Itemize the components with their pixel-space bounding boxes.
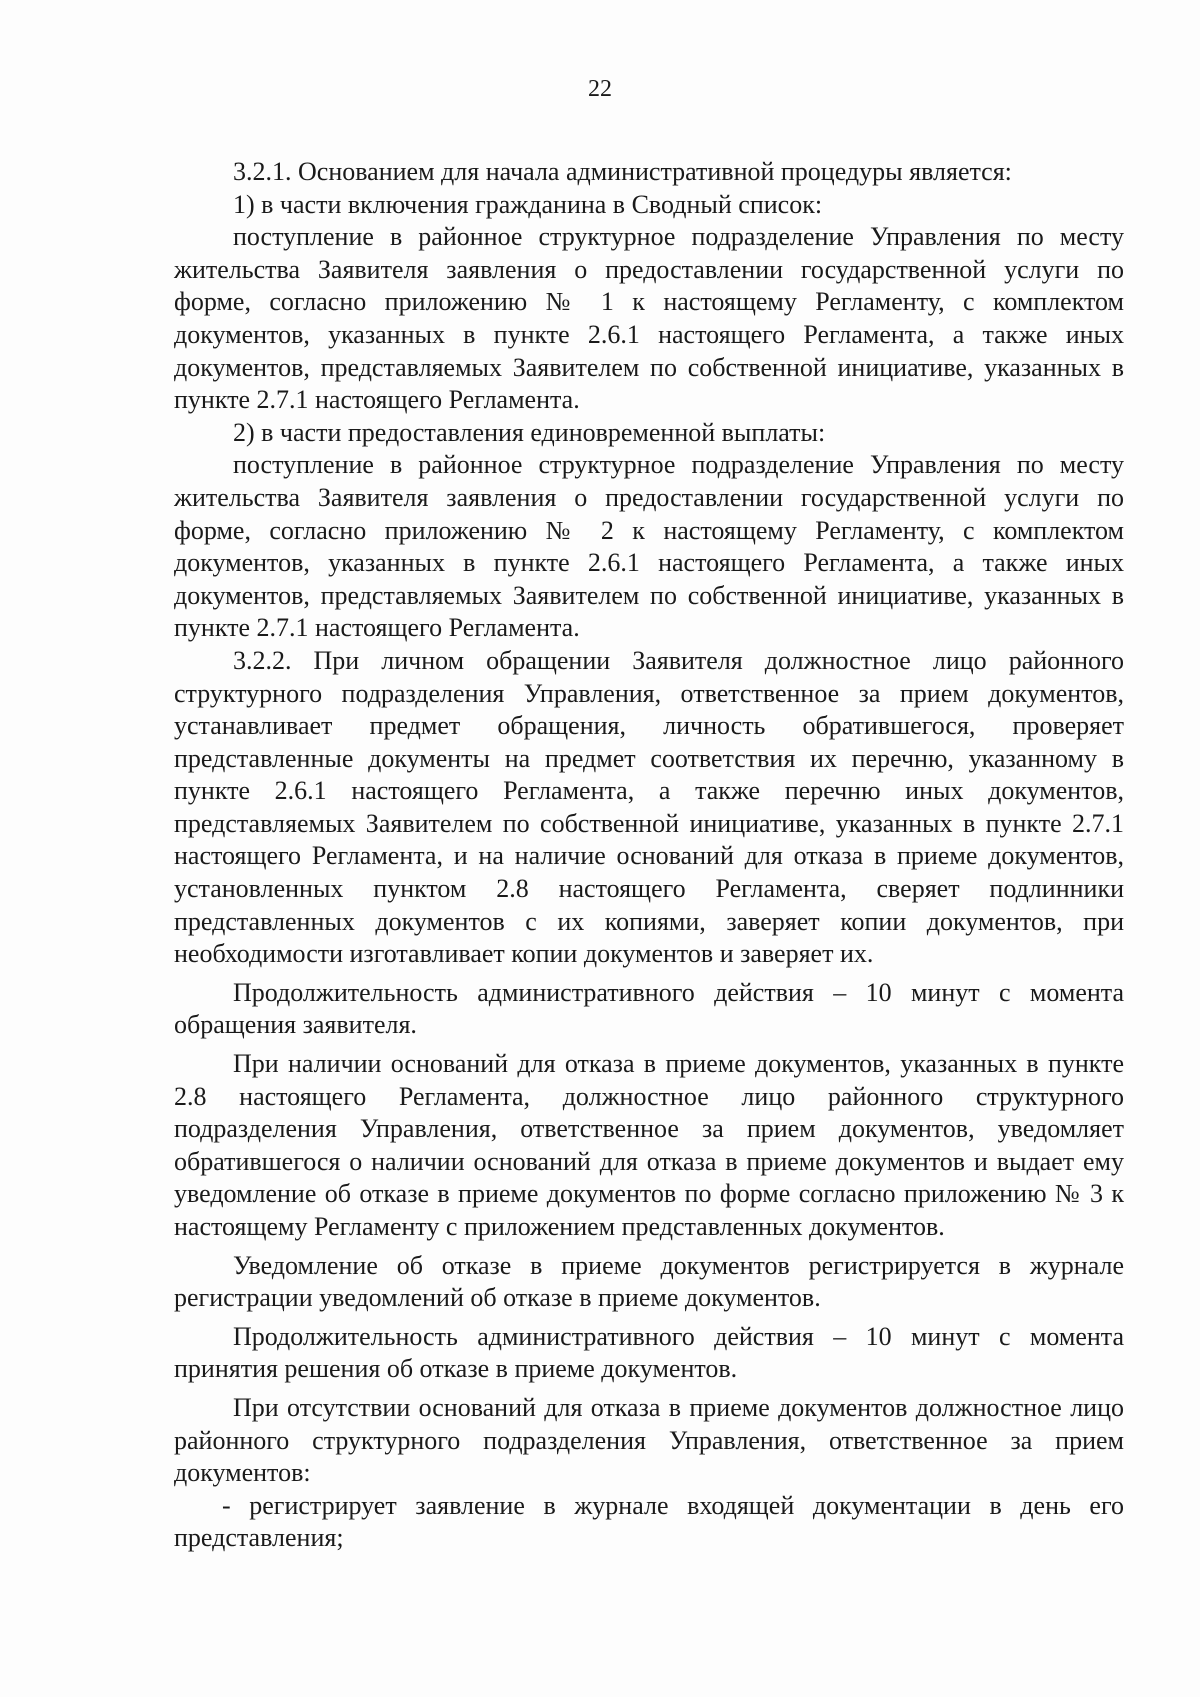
paragraph-duration-1: Продолжительность административного действия – 10 минут с момента обращения заявителя. bbox=[174, 977, 1124, 1040]
paragraph-no-refusal-grounds: При отсутствии оснований для отказа в приеме документов должностное лицо районного структурного подразделения Управления, ответственное за прием документов: bbox=[174, 1392, 1124, 1488]
paragraph-item-1-heading: 1) в части включения гражданина в Сводный список: bbox=[233, 189, 823, 219]
paragraph-item-2-heading: 2) в части предоставления единовременной выплаты: bbox=[233, 417, 826, 447]
paragraph-3-2-1-heading: 3.2.1. Основанием для начала административной процедуры является: bbox=[233, 157, 1012, 186]
paragraph-item-2-body: поступление в районное структурное подразделение Управления по месту жительства Заявителя заявления о предоставлении государственной услуги по форме, согласно приложению № 2 к настоящему Регламенту, с комплектом документов, указанных в пункте 2.6.1 настоящего Регламента, а также иных документов, представляемых Заявителем по собственной инициативе, указанных в пункте 2.7.1 настоящего Регламента. bbox=[174, 450, 1124, 643]
document-body bbox=[174, 156, 1124, 1555]
page-number: 22 bbox=[588, 76, 612, 102]
paragraph-refusal-grounds: При наличии оснований для отказа в приеме документов, указанных в пункте 2.8 настоящего Регламента, должностное лицо районного структурного подразделения Управления, ответственное за прием документов, уведомляет обратившегося о наличии оснований для отказа в приеме документов и выдает ему уведомление об отказе в приеме документов по форме согласно приложению № 3 к настоящему Регламенту с приложением представленных документов. bbox=[174, 1049, 1124, 1241]
paragraph-item-1-body: поступление в районное структурное подразделение Управления по месту жительства Заявителя заявления о предоставлении государственной услуги по форме, согласно приложению № 1 к настоящему Регламенту, с комплектом документов, указанных в пункте 2.6.1 настоящего Регламента, а также иных документов, представляемых Заявителем по собственной инициативе, указанных в пункте 2.7.1 настоящего Регламента. bbox=[174, 222, 1124, 415]
paragraph-refusal-registration: Уведомление об отказе в приеме документов регистрируется в журнале регистрации уведомлений об отказе в приеме документов. bbox=[174, 1250, 1124, 1313]
list-item-register-application: - регистрирует заявление в журнале входящей документации в день его представления; bbox=[174, 1490, 1124, 1553]
paragraph-duration-2: Продолжительность административного действия – 10 минут с момента принятия решения об отказе в приеме документов. bbox=[174, 1321, 1124, 1384]
paragraph-3-2-2: 3.2.2. При личном обращении Заявителя должностное лицо районного структурного подразделения Управления, ответственное за прием документов, устанавливает предмет обращения, личность обратившегося, проверяет представленные документы на предмет соответствия их перечню, указанному в пункте 2.6.1 настоящего Регламента, а также перечню иных документов, представляемых Заявителем по собственной инициативе, указанных в пункте 2.7.1 настоящего Регламента, и на наличие оснований для отказа в приеме документов, установленных пунктом 2.8 настоящего Регламента, сверяет подлинники представленных документов с их копиями, заверяет копии документов, при необходимости изготавливает копии документов и заверяет их. bbox=[174, 645, 1124, 969]
